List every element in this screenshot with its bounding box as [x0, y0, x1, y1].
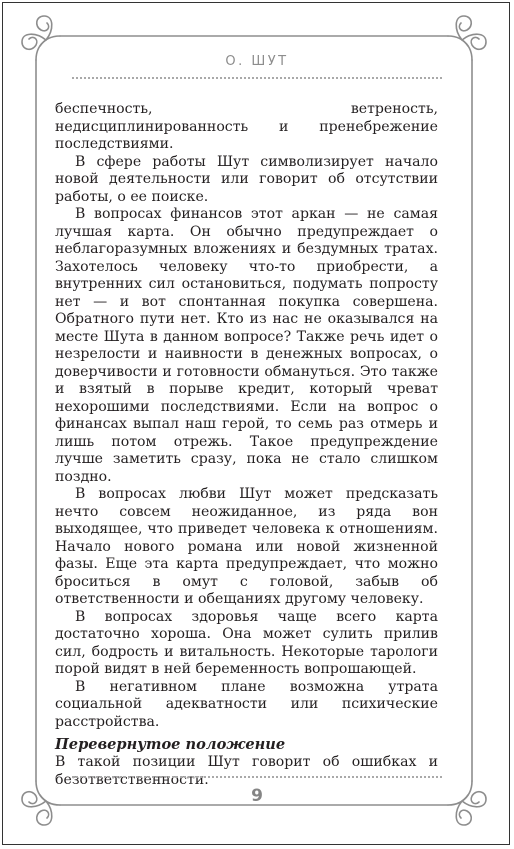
running-head: О. ШУТ [225, 54, 289, 69]
page-number: 9 [251, 786, 263, 806]
paragraph: В негативном плане возможна утрата социальной адекватности или психические расстройства. [55, 678, 438, 730]
paragraph: В вопросах финансов этот аркан — не самая лучшая карта. Он обычно предупреждает о неблагоразумных вложениях и бездумных тратах. Захотелось человеку что-то приобрести, а внутренних сил остановиться, подумать попросту нет — и вот спонтанная покупка совершена. Обратного пути нет. Кто из нас не оказывался на месте Шута в данном вопросе? Также речь идет о незрелости и наивности в денежных вопросах, о доверчивости и готовности обмануться. Это также и взятый в порыве кредит, который чреват нехорошими последствиями. Если на вопрос о финансах выпал наш герой, то семь раз отмерь и лишь потом отрежь. Такое предупреждение лучше заметить сразу, пока не стало слишком поздно. [55, 206, 438, 485]
paragraph: В такой позиции Шут говорит об ошибках и безответственности. [55, 754, 438, 788]
header-dotted-rule [72, 77, 442, 79]
paragraph: В вопросах любви Шут может предсказать нечто совсем неожиданное, из ряда вон выходящее, что приведет человека к отношениям. Начало нового романа или новой жизненной фазы. Еще эта карта предупреждает, что можно броситься в омут с головой, забыв об ответственности и обещаниях другому человеку. [55, 486, 438, 607]
paragraph: беспечность, ветреность, недисциплинированность и пренебрежение последствиями. [55, 101, 438, 152]
paragraph: В вопросах здоровья чаще всего карта достаточно хороша. Она может сулить прилив сил, бодрость и витальность. Некоторые тарологи порой видят в ней беременность вопрошающей. [55, 608, 438, 677]
main-text [55, 101, 438, 789]
section-subheading: Перевернутое положение [55, 736, 286, 753]
paragraph: В сфере работы Шут символизирует начало новой деятельности или говорит об отсутствии работы, о ее поиске. [55, 153, 438, 205]
footer-dotted-rule [72, 776, 442, 778]
